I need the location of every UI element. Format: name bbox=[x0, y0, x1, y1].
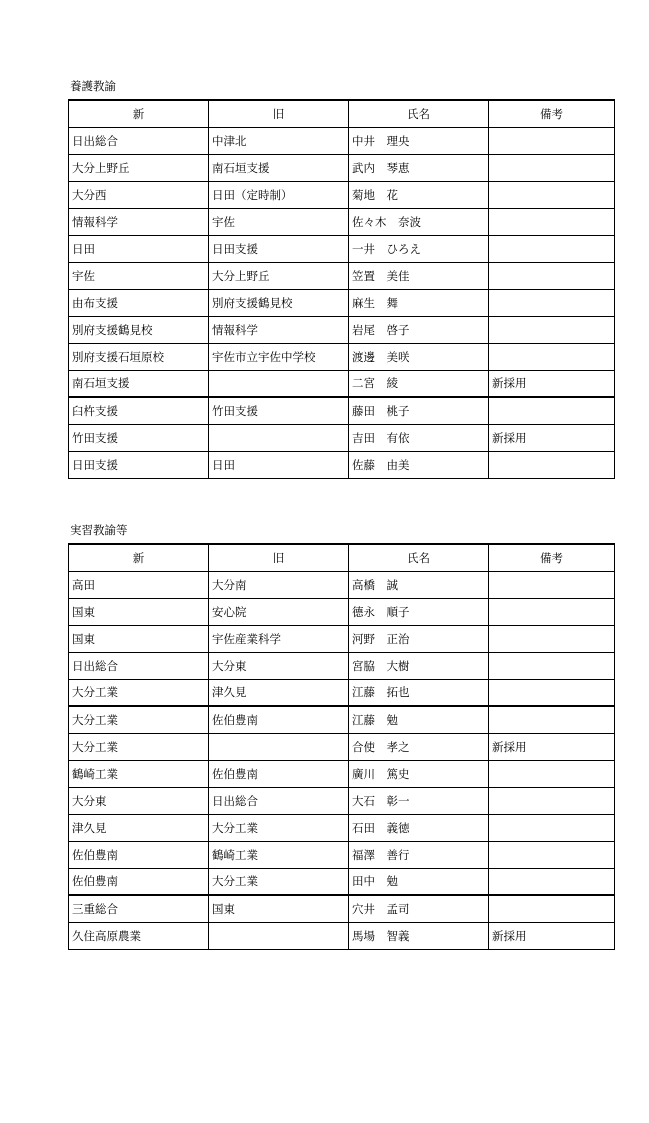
cell-old-school: 日出総合 bbox=[209, 787, 349, 814]
cell-name: 中井 理央 bbox=[349, 127, 489, 154]
cell-old-school: 日田（定時制） bbox=[209, 181, 349, 208]
cell-new-school: 大分工業 bbox=[69, 706, 209, 733]
cell-remarks bbox=[489, 316, 615, 343]
cell-remarks bbox=[489, 451, 615, 478]
cell-name: 渡邊 美咲 bbox=[349, 343, 489, 370]
cell-old-school: 鶴崎工業 bbox=[209, 841, 349, 868]
header-name: 氏名 bbox=[349, 544, 489, 571]
cell-name: 大石 彰一 bbox=[349, 787, 489, 814]
cell-remarks bbox=[489, 841, 615, 868]
cell-old-school: 竹田支援 bbox=[209, 397, 349, 424]
cell-name: 菊地 花 bbox=[349, 181, 489, 208]
header-new: 新 bbox=[69, 544, 209, 571]
cell-name: 江藤 勉 bbox=[349, 706, 489, 733]
table-row bbox=[69, 895, 615, 922]
table-row bbox=[69, 706, 615, 733]
cell-new-school: 大分東 bbox=[69, 787, 209, 814]
section-title-jisshu: 実習教諭等 bbox=[70, 523, 128, 537]
cell-remarks bbox=[489, 154, 615, 181]
cell-name: 高橋 誠 bbox=[349, 571, 489, 598]
cell-new-school: 情報科学 bbox=[69, 208, 209, 235]
cell-remarks bbox=[489, 625, 615, 652]
cell-remarks bbox=[489, 868, 615, 895]
cell-name: 合使 孝之 bbox=[349, 733, 489, 760]
cell-name: 二宮 綾 bbox=[349, 370, 489, 397]
cell-new-school: 宇佐 bbox=[69, 262, 209, 289]
cell-old-school: 中津北 bbox=[209, 127, 349, 154]
cell-old-school bbox=[209, 370, 349, 397]
table-row bbox=[69, 289, 615, 316]
cell-old-school: 佐伯豊南 bbox=[209, 706, 349, 733]
cell-new-school: 佐伯豊南 bbox=[69, 868, 209, 895]
cell-name: 吉田 有依 bbox=[349, 424, 489, 451]
cell-new-school: 大分工業 bbox=[69, 733, 209, 760]
cell-name: 麻生 舞 bbox=[349, 289, 489, 316]
cell-name: 江藤 拓也 bbox=[349, 679, 489, 706]
cell-old-school: 日田 bbox=[209, 451, 349, 478]
cell-new-school: 日田支援 bbox=[69, 451, 209, 478]
header-old: 旧 bbox=[209, 100, 349, 127]
table-row bbox=[69, 733, 615, 760]
table-row bbox=[69, 814, 615, 841]
cell-old-school: 宇佐市立宇佐中学校 bbox=[209, 343, 349, 370]
cell-new-school: 国東 bbox=[69, 598, 209, 625]
cell-new-school: 大分上野丘 bbox=[69, 154, 209, 181]
cell-remarks bbox=[489, 598, 615, 625]
cell-name: 岩尾 啓子 bbox=[349, 316, 489, 343]
cell-old-school: 大分東 bbox=[209, 652, 349, 679]
cell-remarks: 新採用 bbox=[489, 733, 615, 760]
table-row bbox=[69, 760, 615, 787]
cell-remarks bbox=[489, 262, 615, 289]
table-row bbox=[69, 451, 615, 478]
cell-name: 笠置 美佳 bbox=[349, 262, 489, 289]
cell-name: 石田 義徳 bbox=[349, 814, 489, 841]
table-row bbox=[69, 208, 615, 235]
cell-old-school: 大分上野丘 bbox=[209, 262, 349, 289]
cell-old-school: 別府支援鶴見校 bbox=[209, 289, 349, 316]
cell-old-school: 宇佐産業科学 bbox=[209, 625, 349, 652]
cell-new-school: 日出総合 bbox=[69, 127, 209, 154]
table-row bbox=[69, 154, 615, 181]
cell-old-school: 佐伯豊南 bbox=[209, 760, 349, 787]
cell-old-school: 国東 bbox=[209, 895, 349, 922]
cell-new-school: 南石垣支援 bbox=[69, 370, 209, 397]
table-row bbox=[69, 262, 615, 289]
cell-remarks bbox=[489, 235, 615, 262]
cell-new-school: 日出総合 bbox=[69, 652, 209, 679]
cell-remarks bbox=[489, 814, 615, 841]
table-row bbox=[69, 652, 615, 679]
header-old: 旧 bbox=[209, 544, 349, 571]
yogo-table bbox=[68, 99, 615, 479]
table-row bbox=[69, 316, 615, 343]
cell-remarks bbox=[489, 289, 615, 316]
cell-name: 河野 正治 bbox=[349, 625, 489, 652]
table-row bbox=[69, 127, 615, 154]
table-row bbox=[69, 370, 615, 397]
cell-old-school bbox=[209, 733, 349, 760]
cell-name: 馬場 智義 bbox=[349, 922, 489, 949]
cell-new-school: 鶴崎工業 bbox=[69, 760, 209, 787]
table-row bbox=[69, 598, 615, 625]
cell-remarks: 新採用 bbox=[489, 424, 615, 451]
header-name: 氏名 bbox=[349, 100, 489, 127]
header-row bbox=[69, 100, 615, 127]
cell-old-school: 南石垣支援 bbox=[209, 154, 349, 181]
cell-new-school: 国東 bbox=[69, 625, 209, 652]
cell-new-school: 別府支援石垣原校 bbox=[69, 343, 209, 370]
cell-name: 穴井 孟司 bbox=[349, 895, 489, 922]
cell-new-school: 大分西 bbox=[69, 181, 209, 208]
table-row bbox=[69, 625, 615, 652]
cell-new-school: 竹田支援 bbox=[69, 424, 209, 451]
cell-remarks bbox=[489, 706, 615, 733]
cell-remarks bbox=[489, 760, 615, 787]
cell-new-school: 三重総合 bbox=[69, 895, 209, 922]
cell-name: 佐々木 奈波 bbox=[349, 208, 489, 235]
cell-remarks bbox=[489, 652, 615, 679]
table-row bbox=[69, 424, 615, 451]
cell-remarks bbox=[489, 679, 615, 706]
table-row bbox=[69, 679, 615, 706]
cell-old-school: 大分南 bbox=[209, 571, 349, 598]
jisshu-table bbox=[68, 543, 615, 950]
cell-old-school: 安心院 bbox=[209, 598, 349, 625]
cell-old-school: 日田支援 bbox=[209, 235, 349, 262]
cell-name: 佐藤 由美 bbox=[349, 451, 489, 478]
cell-remarks bbox=[489, 343, 615, 370]
cell-old-school bbox=[209, 424, 349, 451]
cell-old-school: 大分工業 bbox=[209, 868, 349, 895]
cell-remarks bbox=[489, 397, 615, 424]
table-row bbox=[69, 868, 615, 895]
header-row bbox=[69, 544, 615, 571]
cell-old-school: 津久見 bbox=[209, 679, 349, 706]
cell-new-school: 高田 bbox=[69, 571, 209, 598]
cell-name: 一井 ひろえ bbox=[349, 235, 489, 262]
cell-name: 田中 勉 bbox=[349, 868, 489, 895]
table-row bbox=[69, 571, 615, 598]
cell-remarks bbox=[489, 787, 615, 814]
cell-new-school: 久住高原農業 bbox=[69, 922, 209, 949]
cell-old-school bbox=[209, 922, 349, 949]
cell-remarks bbox=[489, 571, 615, 598]
table-row bbox=[69, 922, 615, 949]
cell-name: 福澤 善行 bbox=[349, 841, 489, 868]
cell-new-school: 津久見 bbox=[69, 814, 209, 841]
cell-name: 廣川 篤史 bbox=[349, 760, 489, 787]
cell-new-school: 臼杵支援 bbox=[69, 397, 209, 424]
cell-remarks bbox=[489, 208, 615, 235]
cell-remarks bbox=[489, 895, 615, 922]
cell-new-school: 佐伯豊南 bbox=[69, 841, 209, 868]
cell-old-school: 宇佐 bbox=[209, 208, 349, 235]
cell-remarks bbox=[489, 127, 615, 154]
cell-name: 德永 順子 bbox=[349, 598, 489, 625]
cell-name: 宮脇 大樹 bbox=[349, 652, 489, 679]
cell-new-school: 別府支援鶴見校 bbox=[69, 316, 209, 343]
table-row bbox=[69, 397, 615, 424]
cell-new-school: 日田 bbox=[69, 235, 209, 262]
cell-name: 藤田 桃子 bbox=[349, 397, 489, 424]
table-row bbox=[69, 343, 615, 370]
header-remarks: 備考 bbox=[489, 544, 615, 571]
cell-remarks: 新採用 bbox=[489, 370, 615, 397]
header-remarks: 備考 bbox=[489, 100, 615, 127]
cell-old-school: 情報科学 bbox=[209, 316, 349, 343]
header-new: 新 bbox=[69, 100, 209, 127]
cell-remarks: 新採用 bbox=[489, 922, 615, 949]
cell-old-school: 大分工業 bbox=[209, 814, 349, 841]
table-row bbox=[69, 841, 615, 868]
section-title-yogo: 養護教諭 bbox=[70, 79, 116, 93]
table-row bbox=[69, 181, 615, 208]
cell-new-school: 由布支援 bbox=[69, 289, 209, 316]
table-row bbox=[69, 235, 615, 262]
cell-new-school: 大分工業 bbox=[69, 679, 209, 706]
cell-name: 武内 琴恵 bbox=[349, 154, 489, 181]
table-row bbox=[69, 787, 615, 814]
cell-remarks bbox=[489, 181, 615, 208]
